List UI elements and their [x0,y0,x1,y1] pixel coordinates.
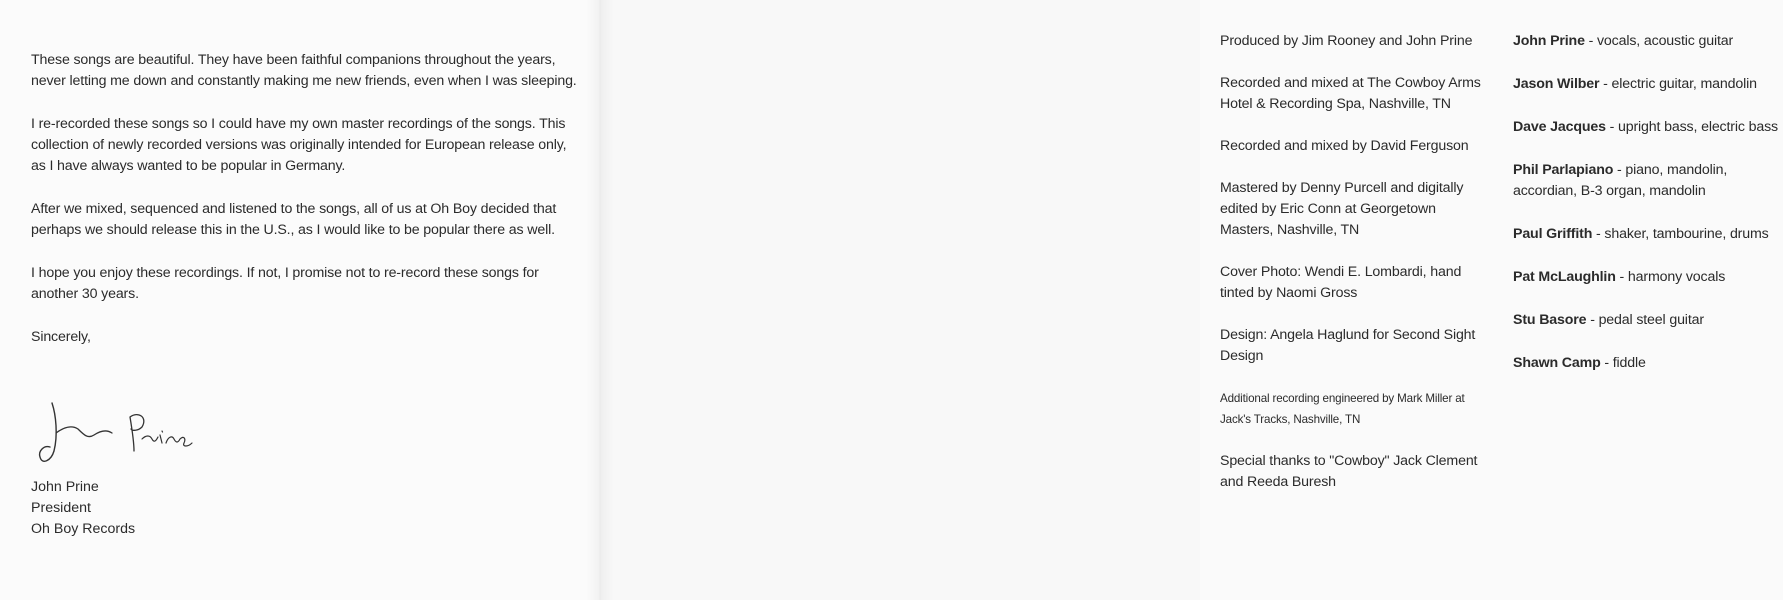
credit-mastering: Mastered by Denny Purcell and digitally edited by Eric Conn at Georgetown Masters, Nashville, TN [1220,180,1464,238]
booklet-fold [586,0,614,600]
musician-name: Phil Parlapiano [1513,162,1614,178]
musician-role: - electric guitar, mandolin [1599,76,1757,92]
signature-block [31,477,135,540]
musician-entry [1513,353,1783,374]
musician-role: - pedal steel guitar [1586,312,1704,328]
musician-entry [1513,74,1783,95]
letter-paragraph-1: These songs are beautiful. They have been faithful companions throughout the years, never letting me down and constantly making me new friends, even when I was sleeping. [31,52,577,89]
musician-entry [1513,160,1783,202]
credit-recording-location: Recorded and mixed at The Cowboy Arms Hotel & Recording Spa, Nashville, TN [1220,75,1481,112]
musician-entry [1513,117,1783,138]
letter-body [31,50,579,348]
musician-role: - harmony vocals [1615,269,1726,285]
credit-producer: Produced by Jim Rooney and John Prine [1220,33,1473,49]
credit-cover-photo: Cover Photo: Wendi E. Lombardi, hand tinted by Naomi Gross [1220,264,1462,301]
musician-role: - shaker, tambourine, drums [1592,226,1769,242]
musician-name: Jason Wilber [1513,76,1600,92]
musician-name: Pat McLaughlin [1513,269,1616,285]
musician-entry [1513,267,1783,288]
signer-title: President [31,500,91,516]
credit-mixing: Recorded and mixed by David Ferguson [1220,138,1469,154]
musician-name: Dave Jacques [1513,119,1606,135]
letter-closing: Sincerely, [31,329,91,345]
musician-credits [1513,31,1783,396]
letter-paragraph-3: After we mixed, sequenced and listened to the songs, all of us at Oh Boy decided that perhaps we should release this in the U.S., as I would like to be popular there as well. [31,201,557,238]
right-page [600,0,1778,600]
left-page [0,0,600,600]
credit-design: Design: Angela Haglund for Second Sight Design [1220,327,1476,364]
musician-role: - fiddle [1600,355,1646,371]
musician-name: Stu Basore [1513,312,1587,328]
musician-entry [1513,310,1783,331]
handwritten-signature [34,395,194,475]
musician-entry [1513,224,1783,245]
musician-name: Paul Griffith [1513,226,1593,242]
signer-name: John Prine [31,479,99,495]
musician-role: - vocals, acoustic guitar [1584,33,1734,49]
musician-name: Shawn Camp [1513,355,1601,371]
signer-company: Oh Boy Records [31,521,136,537]
production-credits [1220,31,1482,514]
letter-paragraph-2: I re-recorded these songs so I could have my own master recordings of the songs. This collection of newly recorded versions was originally intended for European release only, as I have always wanted to be popular in Germany. [31,116,567,174]
musician-role: - upright bass, electric bass [1605,119,1778,135]
musician-entry [1513,31,1783,52]
musician-role: - piano, mandolin, accordian, B-3 organ, mandolin [1513,162,1728,199]
musician-name: John Prine [1513,33,1585,49]
credit-special-thanks: Special thanks to "Cowboy" Jack Clement and Reeda Buresh [1220,453,1478,490]
letter-paragraph-4: I hope you enjoy these recordings. If not, I promise not to re-record these songs for another 30 years. [31,265,539,302]
credit-additional-recording: Additional recording engineered by Mark Miller at Jack's Tracks, Nashville, TN [1220,392,1465,426]
